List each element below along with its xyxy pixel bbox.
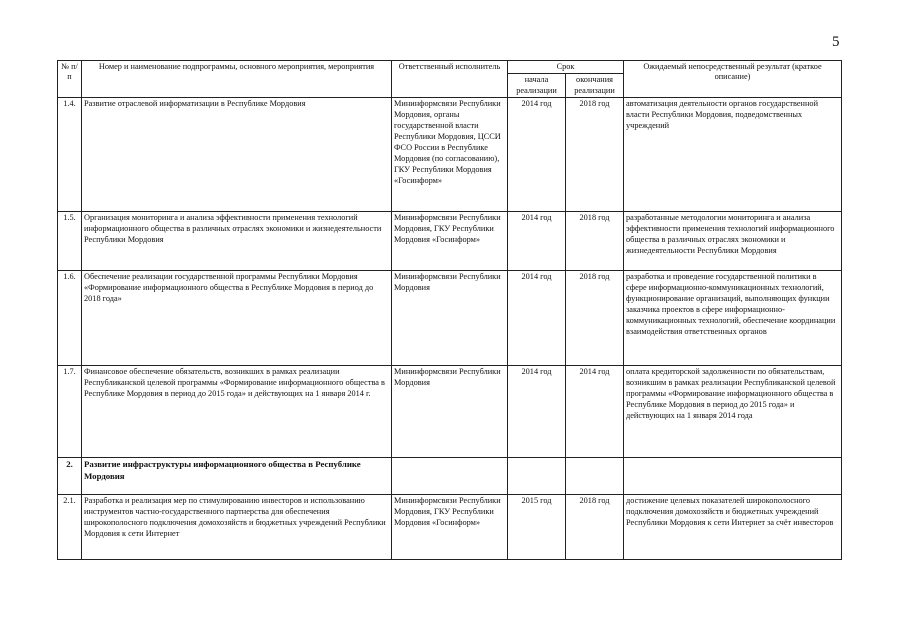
- header-end: окончания реализации: [566, 74, 624, 98]
- row-responsible: Мининформсвязи Республики Мордовия: [392, 366, 508, 458]
- row-end: 2018 год: [566, 271, 624, 366]
- table-row: [58, 271, 842, 366]
- header-row: [58, 61, 842, 74]
- header-result: Ожидаемый непосредственный результат (краткое описание): [624, 61, 842, 98]
- row-responsible: Мининформсвязи Республики Мордовия: [392, 271, 508, 366]
- row-end: 2014 год: [566, 366, 624, 458]
- row-start: 2014 год: [508, 366, 566, 458]
- section-title: Развитие инфраструктуры информационного общества в Республике Мордовия: [82, 458, 392, 495]
- row-result: разработанные методологии мониторинга и анализа эффективности применения технологий информационного общества в различных отраслях экономики и жизнедеятельности Республики Мордовия: [624, 212, 842, 271]
- table-row: [58, 212, 842, 271]
- table-row: [58, 366, 842, 458]
- page-number: 5: [832, 34, 840, 50]
- section-row: [58, 458, 842, 495]
- row-start: 2014 год: [508, 98, 566, 212]
- row-num: 1.6.: [58, 271, 82, 366]
- row-end: 2018 год: [566, 495, 624, 560]
- row-responsible: Мининформсвязи Республики Мордовия, органы государственной власти Республики Мордовия, ЦССИ ФСО России в Республике Мордовия (по согласованию), ГКУ Республики Мордовия «Госинформ»: [392, 98, 508, 212]
- empty-cell: [508, 458, 566, 495]
- row-num: 1.5.: [58, 212, 82, 271]
- row-responsible: Мининформсвязи Республики Мордовия, ГКУ Республики Мордовия «Госинформ»: [392, 495, 508, 560]
- row-result: достижение целевых показателей широкополосного подключения домохозяйств и бюджетных учреждений Республики Мордовия к сети Интернет за счёт инвесторов: [624, 495, 842, 560]
- header-term: Срок: [508, 61, 624, 74]
- row-num: 2.1.: [58, 495, 82, 560]
- header-name: Номер и наименование подпрограммы, основного мероприятия, мероприятия: [82, 61, 392, 98]
- empty-cell: [624, 458, 842, 495]
- row-start: 2015 год: [508, 495, 566, 560]
- header-start: начала реализации: [508, 74, 566, 98]
- row-start: 2014 год: [508, 212, 566, 271]
- header-responsible: Ответственный исполнитель: [392, 61, 508, 98]
- section-num: 2.: [58, 458, 82, 495]
- row-name: Разработка и реализация мер по стимулированию инвесторов и использованию инструментов частно-государственного партнерства для обеспечения широкополосного подключения домохозяйств и бюджетных учреждений Республики Мордовия к сети Интернет: [82, 495, 392, 560]
- row-num: 1.7.: [58, 366, 82, 458]
- empty-cell: [392, 458, 508, 495]
- row-end: 2018 год: [566, 212, 624, 271]
- row-end: 2018 год: [566, 98, 624, 212]
- row-name: Обеспечение реализации государственной программы Республики Мордовия «Формирование информационного общества в Республике Мордовия в период до 2018 года»: [82, 271, 392, 366]
- empty-cell: [566, 458, 624, 495]
- header-num: № п/п: [58, 61, 82, 98]
- row-name: Финансовое обеспечение обязательств, возникших в рамках реализации Республиканской целевой программы «Формирование информационного общества в Республике Мордовия в период до 2015 года» и действующих на 1 января 2014 г.: [82, 366, 392, 458]
- table-row: [58, 495, 842, 560]
- table-row: [58, 98, 842, 212]
- row-name: Развитие отраслевой информатизации в Республике Мордовия: [82, 98, 392, 212]
- row-start: 2014 год: [508, 271, 566, 366]
- program-table: [57, 60, 842, 560]
- row-responsible: Мининформсвязи Республики Мордовия, ГКУ Республики Мордовия «Госинформ»: [392, 212, 508, 271]
- row-num: 1.4.: [58, 98, 82, 212]
- row-result: разработка и проведение государственной политики в сфере информационно-коммуникационных технологий, функционирование организаций, выполняющих функции заказчика проектов в сфере информационно-коммуникационных технологий, обеспечение координации взаимодействия ответственных органов: [624, 271, 842, 366]
- row-result: оплата кредиторской задолженности по обязательствам, возникшим в рамках реализации Республиканской целевой программы «Формирование информационного общества в Республике Мордовия в период до 2015 года» и действующих на 1 января 2014 года: [624, 366, 842, 458]
- row-result: автоматизация деятельности органов государственной власти Республики Мордовия, подведомственных учреждений: [624, 98, 842, 212]
- row-name: Организация мониторинга и анализа эффективности применения технологий информационного общества в различных отраслях экономики и жизнедеятельности Республики Мордовия: [82, 212, 392, 271]
